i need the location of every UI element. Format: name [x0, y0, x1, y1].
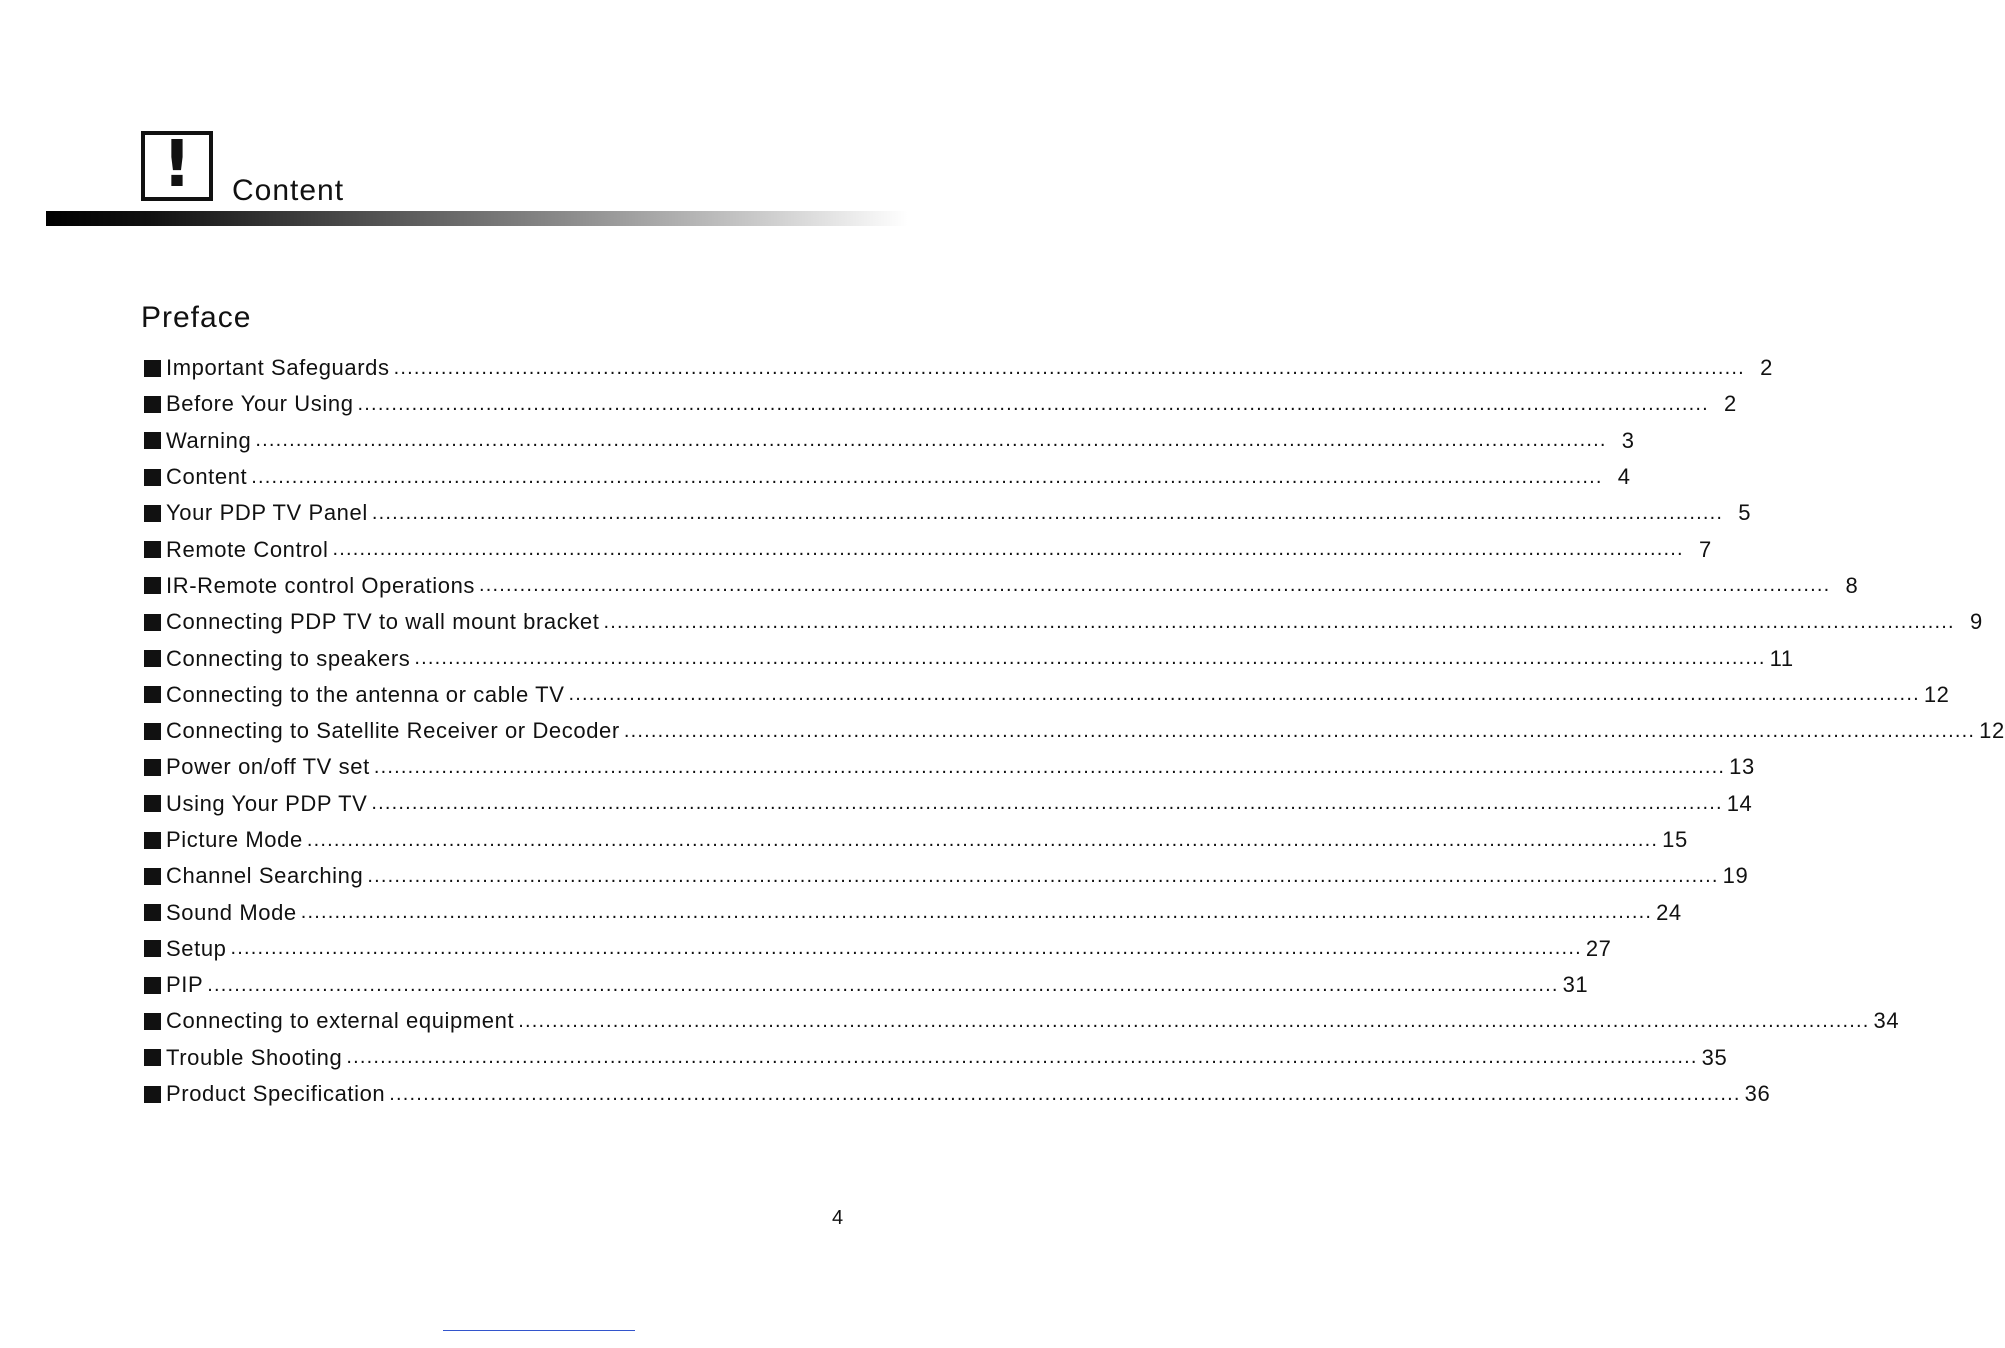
toc-entry-label: Trouble Shooting	[166, 1044, 343, 1070]
toc-leader-dots: ........................................................................................................................................................................................................	[373, 755, 1726, 778]
toc-entry-page: 2	[1760, 355, 1773, 381]
toc-leader-dots: ........................................................................................................................................................................................................	[251, 465, 1603, 488]
title-gradient-bar	[46, 211, 908, 226]
bullet-square-icon	[144, 832, 161, 849]
toc-leader-dots: ........................................................................................................................................................................................................	[332, 538, 1684, 561]
toc-leader-dots: ........................................................................................................................................................................................................	[518, 1009, 1870, 1032]
toc-entry-page: 15	[1662, 827, 1688, 852]
toc-entry-label: Warning	[166, 427, 252, 453]
toc-entry-label: Connecting to external equipment	[166, 1008, 515, 1034]
bullet-square-icon	[144, 940, 161, 957]
toc-entry-page: 14	[1726, 790, 1753, 816]
bullet-square-icon	[144, 759, 161, 776]
bullet-square-icon	[144, 469, 161, 486]
toc-entry-label: Connecting to speakers	[166, 645, 411, 671]
toc-leader-dots: ........................................................................................................................................................................................................	[357, 392, 1709, 415]
toc-entry-page: 31	[1562, 972, 1589, 998]
toc-leader-dots: ........................................................................................................................................................................................................	[389, 1082, 1741, 1105]
toc-entry-label: Before Your Using	[166, 391, 354, 417]
toc-leader-dots: ........................................................................................................................................................................................................	[230, 937, 1582, 960]
toc-leader-dots: ........................................................................................................................................................................................................	[603, 610, 1955, 633]
toc-entry-label: Channel Searching	[166, 863, 364, 889]
toc-leader-dots: ........................................................................................................................................................................................................	[568, 683, 1920, 706]
toc-entry-label: PIP	[166, 972, 204, 998]
toc-entry-page: 7	[1698, 536, 1712, 562]
toc-entry-page: 12	[1979, 718, 2005, 744]
toc-entry[interactable]	[144, 1040, 1728, 1076]
toc-entry[interactable]	[144, 1003, 1900, 1039]
toc-entry[interactable]	[144, 386, 1737, 422]
toc-leader-dots: ........................................................................................................................................................................................................	[300, 901, 1653, 924]
toc-entry[interactable]	[144, 967, 1589, 1003]
table-of-contents	[144, 350, 2005, 1112]
toc-entry-label: Using Your PDP TV	[166, 790, 368, 816]
toc-entry-label: Your PDP TV Panel	[166, 500, 368, 526]
toc-entry-page: 13	[1729, 754, 1755, 780]
toc-entry-page: 36	[1744, 1081, 1771, 1107]
toc-leader-dots: ........................................................................................................................................................................................................	[346, 1046, 1698, 1069]
bullet-square-icon	[144, 795, 161, 812]
toc-entry[interactable]	[144, 677, 1950, 713]
toc-entry[interactable]	[144, 858, 1749, 894]
page-title: Content	[232, 174, 345, 207]
toc-entry-label: Content	[166, 464, 248, 490]
toc-leader-dots: ........................................................................................................................................................................................................	[371, 792, 1723, 815]
bullet-square-icon	[144, 432, 161, 449]
toc-leader-dots: ........................................................................................................................................................................................................	[306, 828, 1659, 851]
toc-entry[interactable]	[144, 749, 1755, 785]
toc-entry-page: 12	[1923, 681, 1950, 707]
bullet-square-icon	[144, 505, 161, 522]
footer-link-underline[interactable]	[443, 1330, 635, 1331]
bullet-square-icon	[144, 360, 161, 377]
toc-entry-label: IR-Remote control Operations	[166, 572, 476, 598]
toc-entry[interactable]	[144, 423, 1635, 459]
toc-leader-dots: ........................................................................................................................................................................................................	[255, 429, 1607, 452]
toc-leader-dots: ........................................................................................................................................................................................................	[479, 574, 1831, 597]
toc-entry-page: 34	[1873, 1008, 1900, 1034]
toc-entry-label: Remote Control	[166, 536, 329, 562]
toc-entry-label: Connecting PDP TV to wall mount bracket	[166, 609, 600, 635]
toc-entry[interactable]	[144, 894, 1682, 930]
toc-entry-label: Connecting to the antenna or cable TV	[166, 681, 565, 707]
preface-heading: Preface	[141, 301, 252, 334]
toc-entry[interactable]	[144, 495, 1752, 531]
bullet-square-icon	[144, 1013, 161, 1030]
bullet-square-icon	[144, 723, 161, 740]
toc-entry-page: 11	[1769, 645, 1794, 671]
bullet-square-icon	[144, 396, 161, 413]
toc-entry-page: 24	[1656, 899, 1682, 925]
toc-entry[interactable]	[144, 640, 1794, 676]
toc-entry-page: 4	[1617, 464, 1631, 490]
toc-leader-dots: ........................................................................................................................................................................................................	[623, 719, 1976, 742]
toc-entry[interactable]	[144, 931, 1612, 967]
toc-leader-dots: ........................................................................................................................................................................................................	[207, 973, 1559, 996]
toc-entry-page: 2	[1724, 391, 1737, 417]
bullet-square-icon	[144, 614, 161, 631]
toc-entry[interactable]	[144, 568, 1859, 604]
toc-entry[interactable]	[144, 1076, 1771, 1112]
bullet-square-icon	[144, 977, 161, 994]
toc-leader-dots: ........................................................................................................................................................................................................	[367, 864, 1719, 887]
toc-entry[interactable]	[144, 822, 1688, 858]
toc-entry[interactable]	[144, 713, 2005, 749]
toc-entry[interactable]	[144, 604, 1983, 640]
toc-entry-page: 8	[1845, 572, 1859, 598]
toc-entry-page: 9	[1969, 609, 1983, 635]
bullet-square-icon	[144, 577, 161, 594]
toc-entry-label: Sound Mode	[166, 899, 297, 925]
toc-entry-page: 35	[1701, 1044, 1728, 1070]
toc-entry-label: Important Safeguards	[166, 355, 390, 381]
toc-entry-label: Setup	[166, 935, 227, 961]
bullet-square-icon	[144, 686, 161, 703]
toc-entry-page: 19	[1722, 863, 1749, 889]
bullet-square-icon	[144, 904, 161, 921]
toc-entry-label: Power on/off TV set	[166, 754, 370, 780]
toc-entry[interactable]	[144, 531, 1712, 567]
toc-entry-label: Connecting to Satellite Receiver or Decoder	[166, 718, 620, 744]
toc-entry-page: 3	[1621, 427, 1635, 453]
toc-entry-label: Product Specification	[166, 1081, 386, 1107]
bullet-square-icon	[144, 1049, 161, 1066]
toc-entry-page: 27	[1585, 935, 1612, 961]
toc-leader-dots: ........................................................................................................................................................................................................	[393, 356, 1745, 379]
toc-leader-dots: ........................................................................................................................................................................................................	[371, 501, 1724, 524]
bullet-square-icon	[144, 541, 161, 558]
exclamation-icon	[141, 128, 213, 202]
bullet-square-icon	[144, 650, 161, 667]
bullet-square-icon	[144, 1086, 161, 1103]
exclamation-glyph: !	[162, 128, 192, 202]
bullet-square-icon	[144, 868, 161, 885]
page-number: 4	[832, 1207, 844, 1229]
toc-entry[interactable]	[144, 350, 1773, 386]
toc-leader-dots: ........................................................................................................................................................................................................	[414, 647, 1766, 670]
toc-entry-label: Picture Mode	[166, 827, 303, 852]
toc-entry[interactable]	[144, 786, 1753, 822]
toc-entry[interactable]	[144, 459, 1631, 495]
toc-entry-page: 5	[1738, 500, 1752, 526]
